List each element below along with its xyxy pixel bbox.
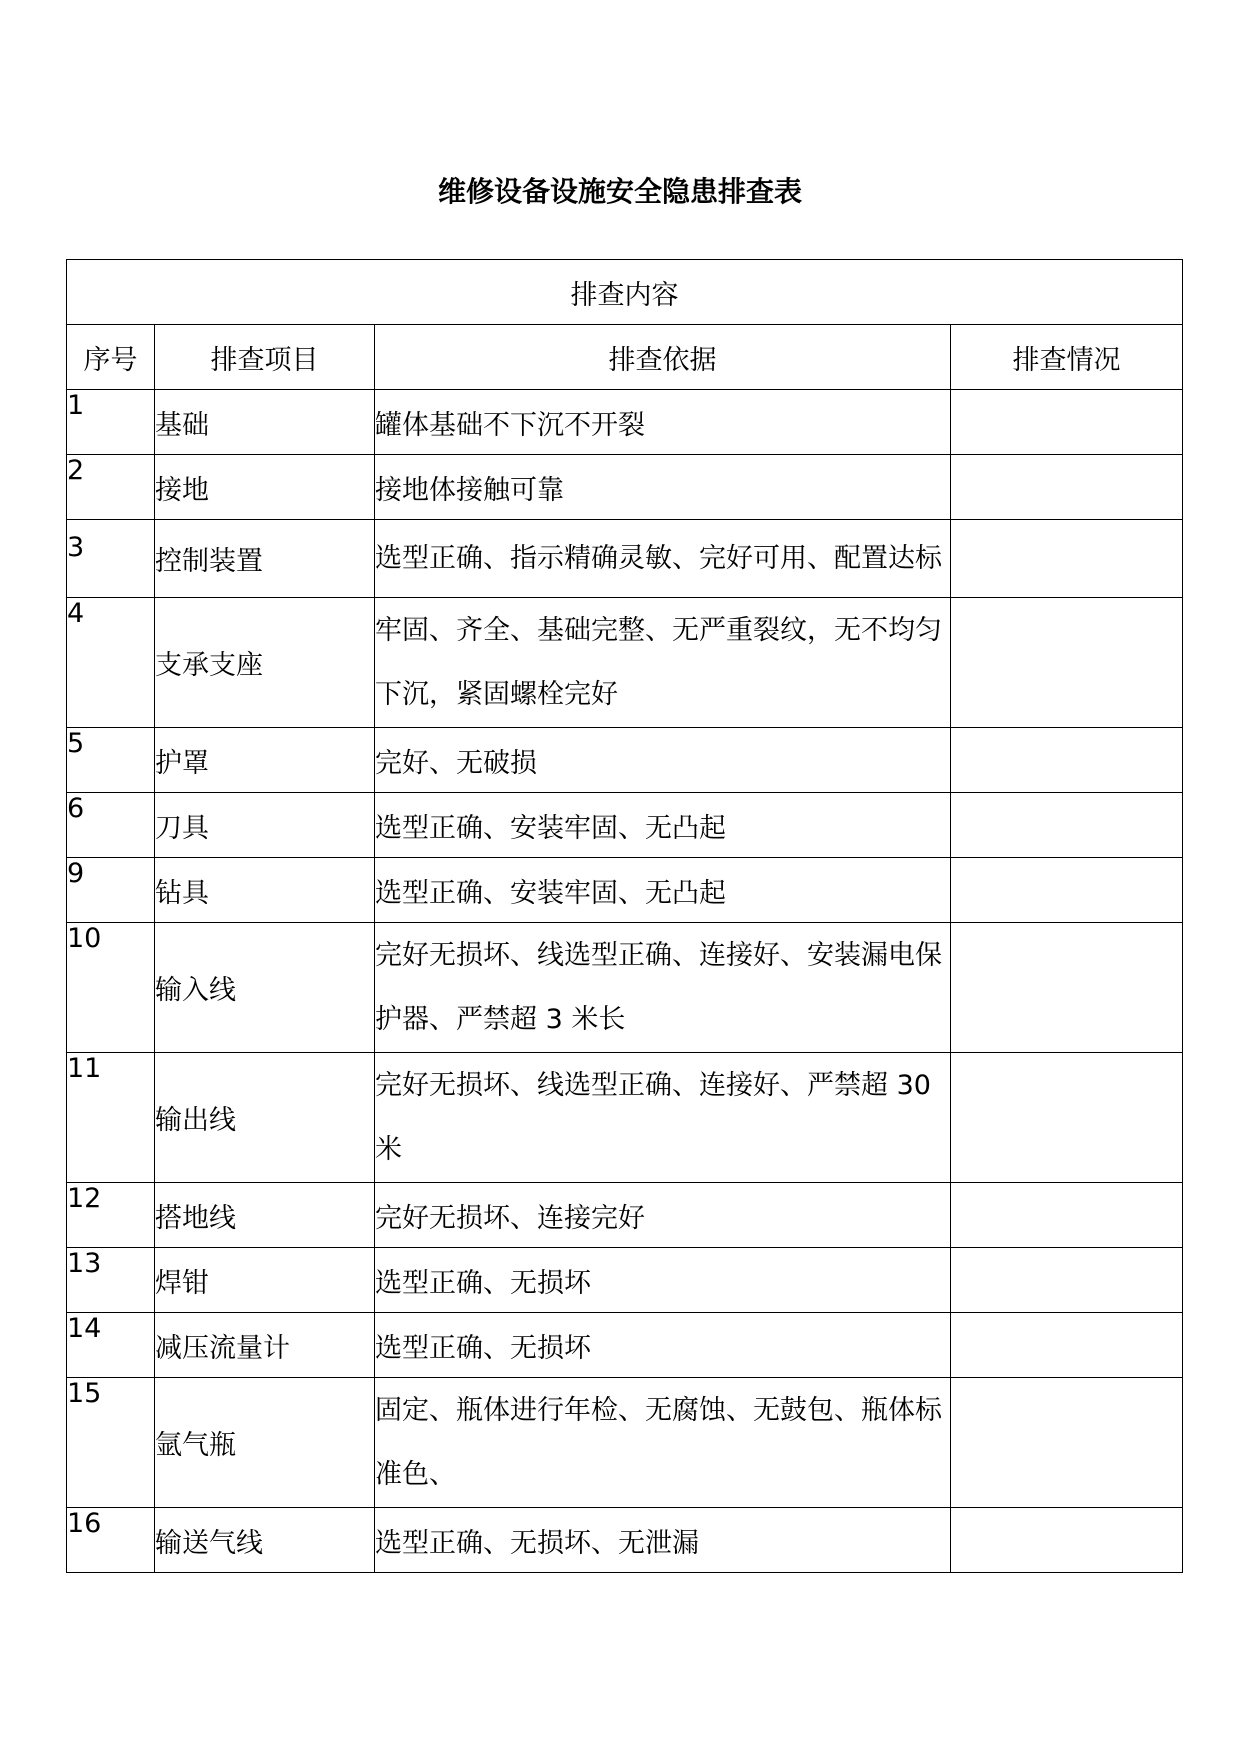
table-row [67,1248,1183,1313]
row-number: 13 [67,1248,155,1313]
inspection-basis: 选型正确、无损坏、无泄漏 [375,1508,951,1573]
inspection-item: 接地 [155,455,375,520]
table-row [67,1183,1183,1248]
table-row [67,1508,1183,1573]
section-header: 排查内容 [67,260,1183,325]
table-row [67,455,1183,520]
inspection-table [66,259,1183,1573]
inspection-item: 支承支座 [155,598,375,728]
inspection-basis: 完好无损坏、线选型正确、连接好、严禁超 30 米 [375,1053,951,1183]
table-row [67,520,1183,598]
inspection-basis: 牢固、齐全、基础完整、无严重裂纹，无不均匀下沉，紧固螺栓完好 [375,598,951,728]
inspection-status-cell[interactable] [951,1378,1183,1508]
table-row [67,598,1183,728]
row-number: 11 [67,1053,155,1183]
row-number: 10 [67,923,155,1053]
inspection-basis: 选型正确、无损坏 [375,1313,951,1378]
inspection-status-cell[interactable] [951,793,1183,858]
inspection-basis: 接地体接触可靠 [375,455,951,520]
row-number: 4 [67,598,155,728]
row-number: 12 [67,1183,155,1248]
inspection-status-cell[interactable] [951,1183,1183,1248]
inspection-status-cell[interactable] [951,598,1183,728]
inspection-item: 输出线 [155,1053,375,1183]
row-number: 3 [67,520,155,598]
inspection-status-cell[interactable] [951,1053,1183,1183]
inspection-status-cell[interactable] [951,455,1183,520]
inspection-basis: 选型正确、安装牢固、无凸起 [375,858,951,923]
table-row [67,1313,1183,1378]
inspection-basis: 完好、无破损 [375,728,951,793]
inspection-basis: 完好无损坏、连接完好 [375,1183,951,1248]
inspection-item: 焊钳 [155,1248,375,1313]
inspection-item: 输送气线 [155,1508,375,1573]
inspection-item: 护罩 [155,728,375,793]
row-number: 15 [67,1378,155,1508]
inspection-status-cell[interactable] [951,1313,1183,1378]
inspection-status-cell[interactable] [951,1248,1183,1313]
inspection-item: 输入线 [155,923,375,1053]
inspection-item: 搭地线 [155,1183,375,1248]
table-row [67,1053,1183,1183]
table-row [67,793,1183,858]
row-number: 9 [67,858,155,923]
table-row [67,728,1183,793]
table-row [67,858,1183,923]
inspection-basis: 选型正确、安装牢固、无凸起 [375,793,951,858]
inspection-item: 控制装置 [155,520,375,598]
inspection-basis: 完好无损坏、线选型正确、连接好、安装漏电保护器、严禁超 3 米长 [375,923,951,1053]
document-title: 维修设备设施安全隐患排查表 [437,175,802,208]
row-number: 14 [67,1313,155,1378]
row-number: 1 [67,390,155,455]
inspection-basis: 罐体基础不下沉不开裂 [375,390,951,455]
inspection-status-cell[interactable] [951,390,1183,455]
inspection-basis: 选型正确、无损坏 [375,1248,951,1313]
inspection-item: 刀具 [155,793,375,858]
row-number: 16 [67,1508,155,1573]
column-header-basis: 排查依据 [375,325,951,390]
inspection-basis: 选型正确、指示精确灵敏、完好可用、配置达标 [375,520,951,598]
table-row [67,1378,1183,1508]
row-number: 6 [67,793,155,858]
inspection-status-cell[interactable] [951,728,1183,793]
column-header-item: 排查项目 [155,325,375,390]
column-header-no: 序号 [67,325,155,390]
column-header-status: 排查情况 [951,325,1183,390]
inspection-basis: 固定、瓶体进行年检、无腐蚀、无鼓包、瓶体标准色、 [375,1378,951,1508]
inspection-item: 减压流量计 [155,1313,375,1378]
table-row [67,390,1183,455]
inspection-item: 氩气瓶 [155,1378,375,1508]
table-row [67,923,1183,1053]
inspection-status-cell[interactable] [951,520,1183,598]
inspection-status-cell[interactable] [951,923,1183,1053]
inspection-status-cell[interactable] [951,858,1183,923]
inspection-item: 基础 [155,390,375,455]
row-number: 2 [67,455,155,520]
inspection-item: 钻具 [155,858,375,923]
inspection-status-cell[interactable] [951,1508,1183,1573]
row-number: 5 [67,728,155,793]
